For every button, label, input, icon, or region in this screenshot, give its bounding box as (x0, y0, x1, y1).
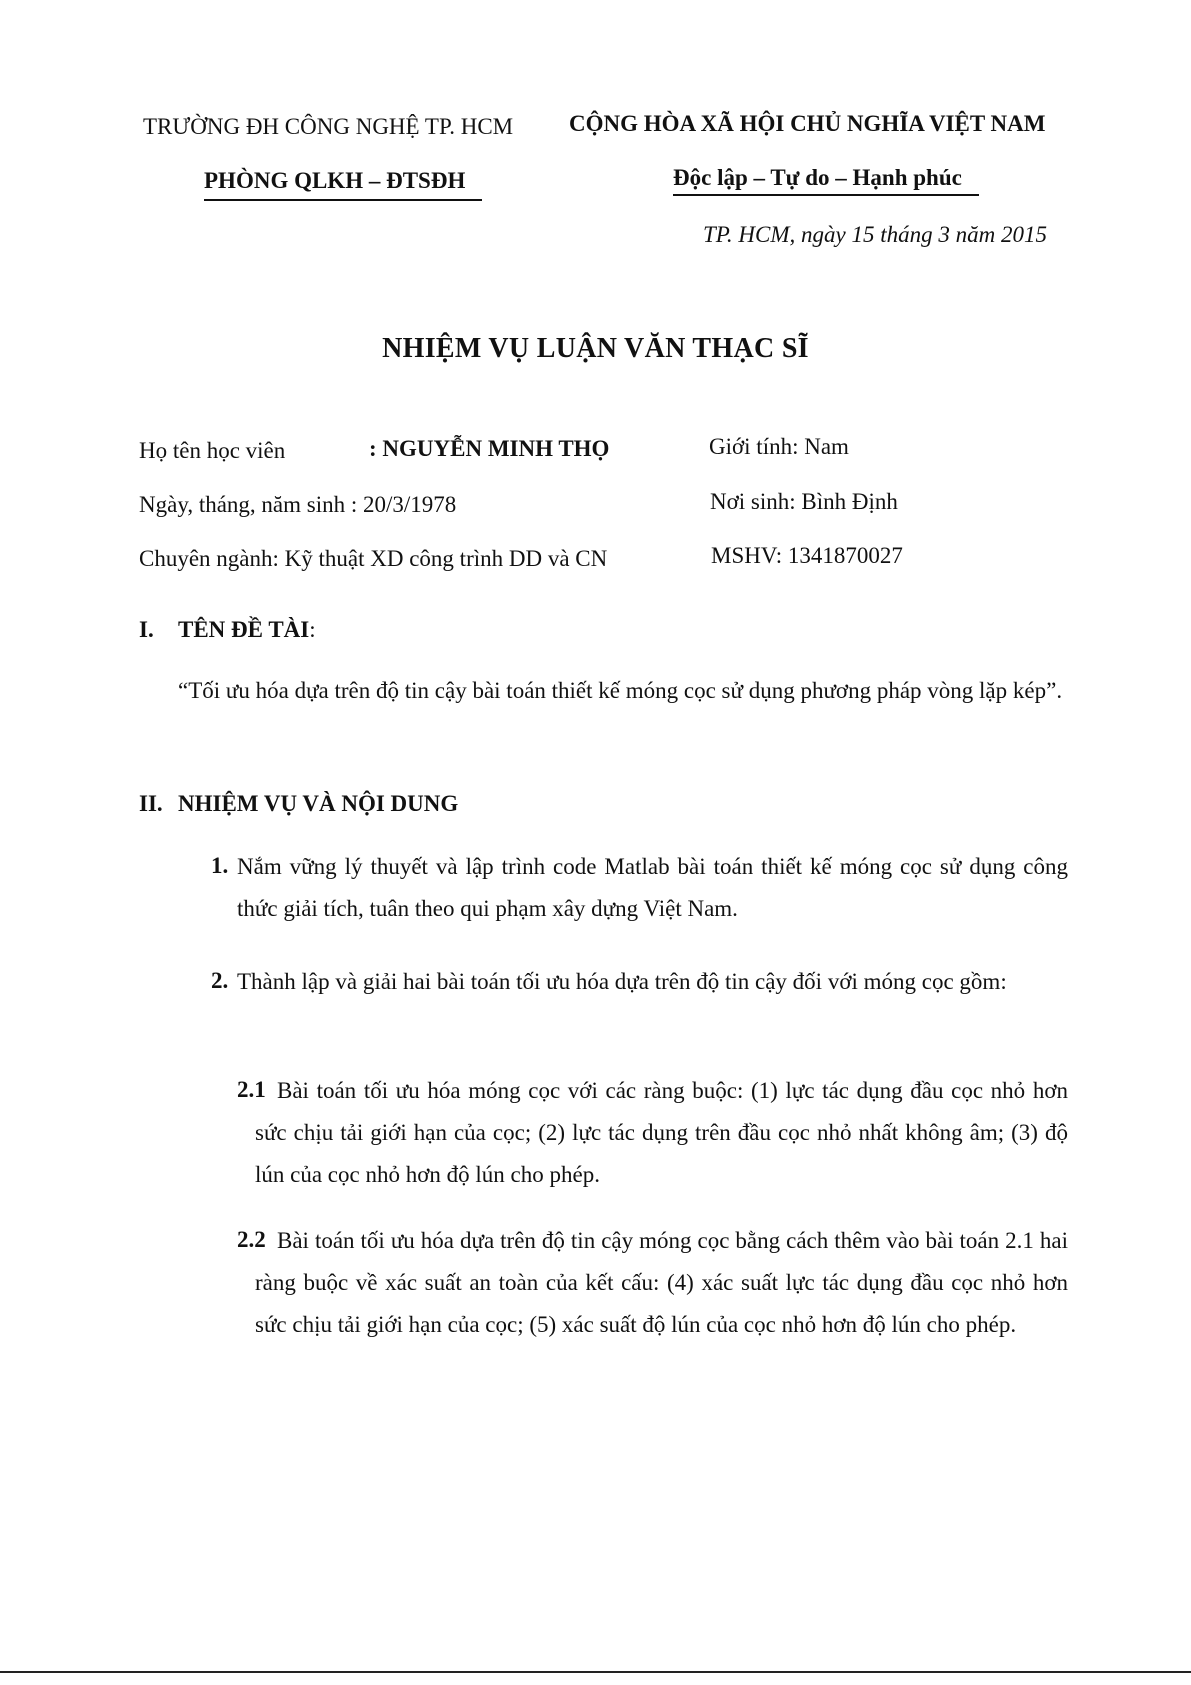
section1-heading (178, 617, 316, 643)
thesis-topic: “Tối ưu hóa dựa trên độ tin cậy bài toán thiết kế móng cọc sử dụng phương pháp vòng lặp kép”. (178, 678, 1063, 703)
section2-heading: NHIỆM VỤ VÀ NỘI DUNG (178, 791, 459, 816)
major-field: Chuyên ngành: Kỹ thuật XD công trình DD và CN (139, 546, 608, 571)
national-motto: Độc lập – Tự do – Hạnh phúc (673, 165, 962, 190)
section1-number: I. (139, 617, 154, 642)
birthplace-field: Nơi sinh: Bình Định (710, 489, 898, 514)
school-name: TRƯỜNG ĐH CÔNG NGHỆ TP. HCM (143, 114, 514, 139)
name-label: Họ tên học viên (139, 438, 286, 463)
department-underline (204, 199, 482, 201)
scan-bottom-edge (0, 1671, 1191, 1673)
section1-colon: : (309, 617, 316, 642)
sub1-text: Bài toán tối ưu hóa móng cọc với các ràng buộc: (1) lực tác dụng đầu cọc nhỏ hơn sức chịu tải giới hạn của cọc; (2) lực tác dụng trên đầu cọc nhỏ nhất không âm; (3) độ lún của cọc nhỏ hơn độ lún cho phép. (255, 1078, 1068, 1187)
sub2-text: Bài toán tối ưu hóa dựa trên độ tin cậy móng cọc bằng cách thêm vào bài toán 2.1 hai ràng buộc về xác suất an toàn của kết cấu: (4) xác suất lực tác dụng đầu cọc nhỏ hơn sức chịu tải giới hạn của cọc; (5) xác suất độ lún của cọc nhỏ hơn độ lún cho phép. (255, 1228, 1068, 1337)
item2-text: Thành lập và giải hai bài toán tối ưu hóa dựa trên độ tin cậy đối với móng cọc gồm: (237, 969, 1007, 994)
document-date: TP. HCM, ngày 15 tháng 3 năm 2015 (703, 222, 1047, 247)
sub2-number: 2.2 (237, 1227, 266, 1252)
country-name: CỘNG HÒA XÃ HỘI CHỦ NGHĨA VIỆT NAM (569, 111, 1046, 136)
dob-field: Ngày, tháng, năm sinh : 20/3/1978 (139, 492, 457, 517)
item1-text: Nắm vững lý thuyết và lập trình code Matlab bài toán thiết kế móng cọc sử dụng công thức giải tích, tuân theo qui phạm xây dựng Việt Nam. (237, 854, 1068, 921)
name-value: : NGUYỄN MINH THỌ (369, 436, 610, 461)
section1-heading-text: TÊN ĐỀ TÀI (178, 617, 310, 642)
page-title: NHIỆM VỤ LUẬN VĂN THẠC SĨ (382, 333, 809, 364)
item2-number: 2. (211, 968, 229, 993)
gender-field: Giới tính: Nam (709, 434, 849, 459)
student-id-field: MSHV: 1341870027 (711, 543, 903, 568)
section2-number: II. (139, 791, 163, 816)
department-name: PHÒNG QLKH – ĐTSĐH (204, 168, 466, 193)
item1-number: 1. (211, 853, 229, 878)
motto-underline (673, 194, 979, 196)
sub1-number: 2.1 (237, 1077, 266, 1102)
